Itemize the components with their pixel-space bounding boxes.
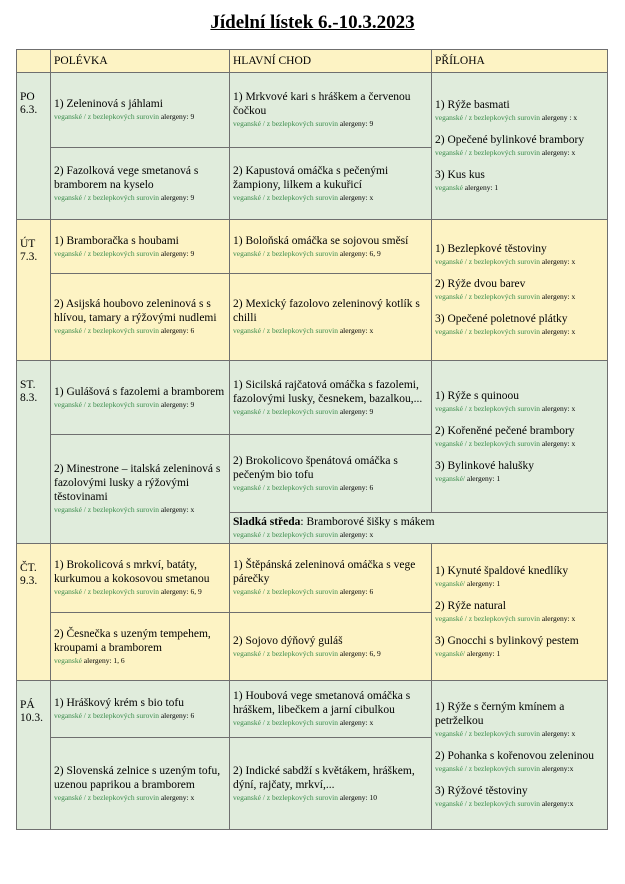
header-empty [17, 50, 51, 73]
header-soup: POLÉVKA [51, 50, 230, 73]
day-row-monday-1 [17, 73, 608, 148]
menu-table [16, 49, 608, 830]
soup-cell: 1) Brokolicová s mrkví, batáty, kurkumou a kokosovou smetanou veganské / z bezlepkových surovin alergeny: 6, 9 [51, 544, 230, 613]
main-cell: 2) Sojovo dýňový guláš veganské / z bezlepkových surovin alergeny: 6, 9 [230, 613, 432, 681]
soup-cell: 2) Česnečka s uzeným tempehem, kroupami a bramborem veganské alergeny: 1, 6 [51, 613, 230, 681]
side-cell: 1) Rýže s černým kmínem a petrželkou veganské / z bezlepkových surovin alergeny: x 2) Pohanka s kořenovou zeleninou veganské / z bezlepkových surovin alergeny:x 3) Rýžové těstoviny veganské / z bezlepkových surovin alergeny:x [432, 681, 608, 830]
day-cell: ČT. 9.3. [17, 544, 51, 681]
day-row-wednesday-1 [17, 361, 608, 435]
header-side: PŘÍLOHA [432, 50, 608, 73]
dish-name: 1) Zeleninová s jáhlami [54, 98, 163, 110]
side-cell: 1) Kynuté špaldové knedlíky veganské/ alergeny: 1 2) Rýže natural veganské / z bezlepkových surovin alergeny: x 3) Gnocchi s bylinkový pestem veganské/ alergeny: 1 [432, 544, 608, 681]
day-cell [17, 73, 51, 220]
special-label: Sladká středa [233, 516, 301, 528]
side-cell: 1) Rýže s quinoou veganské / z bezlepkových surovin alergeny: x 2) Kořeněné pečené brambory veganské / z bezlepkových surovin alergeny: x 3) Bylinkové halušky veganské/ alergeny: 1 [432, 361, 608, 513]
main-cell: 2) Mexický fazolovo zeleninový kotlík s chilli veganské / z bezlepkových surovin alergeny: x [230, 274, 432, 361]
soup-cell: 1) Bramboračka s houbami veganské / z bezlepkových surovin alergeny: 9 [51, 220, 230, 274]
main-cell: 2) Indické sabdží s květákem, hráškem, dýní, rajčaty, mrkví,... veganské / z bezlepkových surovin alergeny: 10 [230, 738, 432, 830]
day-cell: ST. 8.3. [17, 361, 51, 544]
page-title: Jídelní lístek 6.-10.3.2023 [210, 12, 415, 33]
side-cell: 1) Rýže basmati veganské / z bezlepkových surovin alergeny : x 2) Opečené bylinkové brambory veganské / z bezlepkových surovin alergeny: x 3) Kus kus veganské alergeny: 1 [432, 73, 608, 220]
day-row-friday-1 [17, 681, 608, 738]
header-row [17, 50, 608, 73]
day-row-tuesday-1 [17, 220, 608, 274]
main-cell: 2) Brokolicovo špenátová omáčka s pečeným bio tofu veganské / z bezlepkových surovin alergeny: 6 [230, 435, 432, 513]
day-date: 6.3. [20, 104, 38, 116]
main-cell: 2) Kapustová omáčka s pečenými žampiony, lilkem a kukuřicí veganské / z bezlepkových surovin alergeny: x [230, 148, 432, 220]
main-cell: 1) Sicilská rajčatová omáčka s fazolemi, fazolovými lusky, česnekem, bazalkou,... veganské / z bezlepkových surovin alergeny: 9 [230, 361, 432, 435]
header-main: HLAVNÍ CHOD [230, 50, 432, 73]
soup-cell: 2) Asijská houbovo zeleninová s s hlívou, tamary a rýžovými nudlemi veganské / z bezlepkových surovin alergeny: 6 [51, 274, 230, 361]
special-name: : Bramborové šišky s mákem [300, 516, 435, 528]
main-cell: 1) Štěpánská zeleninová omáčka s vege párečky veganské / z bezlepkových surovin alergeny: 6 [230, 544, 432, 613]
side-cell: 1) Bezlepkové těstoviny veganské / z bezlepkových surovin alergeny: x 2) Rýže dvou barev veganské / z bezlepkových surovin alergeny: x 3) Opečené poletnové plátky veganské / z bezlepkových surovin alergeny: x [432, 220, 608, 361]
dish-name: 1) Mrkvové kari s hráškem a červenou čočkou [233, 91, 411, 117]
soup-cell: 2) Fazolková vege smetanová s bramborem na kyselo veganské / z bezlepkových surovin alergeny: 9 [51, 148, 230, 220]
day-row-thursday-1 [17, 544, 608, 613]
main-cell: 1) Mrkvové kari s hráškem a červenou čočkou veganské / z bezlepkových surovin alergeny: 9 [230, 73, 432, 148]
soup-cell: 1) Hráškový krém s bio tofu veganské / z bezlepkových surovin alergeny: 6 [51, 681, 230, 738]
day-cell: ÚT 7.3. [17, 220, 51, 361]
soup-cell: 2) Minestrone – italská zeleninová s fazolovými lusky a rýžovými těstovinami veganské / z bezlepkových surovin alergeny: x [51, 435, 230, 544]
special-cell: Sladká středa: Bramborové šišky s mákem veganské / z bezlepkových surovin alergeny: x [230, 513, 608, 544]
soup-cell: 1) Zeleninová s jáhlami veganské / z bezlepkových surovin alergeny: 9 [51, 73, 230, 148]
soup-cell: 1) Gulášová s fazolemi a bramborem veganské / z bezlepkových surovin alergeny: 9 [51, 361, 230, 435]
day-cell: PÁ 10.3. [17, 681, 51, 830]
main-cell: 1) Boloňská omáčka se sojovou směsí veganské / z bezlepkových surovin alergeny: 6, 9 [230, 220, 432, 274]
soup-cell: 2) Slovenská zelnice s uzeným tofu, uzenou paprikou a bramborem veganské / z bezlepkových surovin alergeny: x [51, 738, 230, 830]
main-cell: 1) Houbová vege smetanová omáčka s hráškem, libečkem a jarní cibulkou veganské / z bezlepkových surovin alergeny: x [230, 681, 432, 738]
day-label: PO [20, 91, 35, 103]
